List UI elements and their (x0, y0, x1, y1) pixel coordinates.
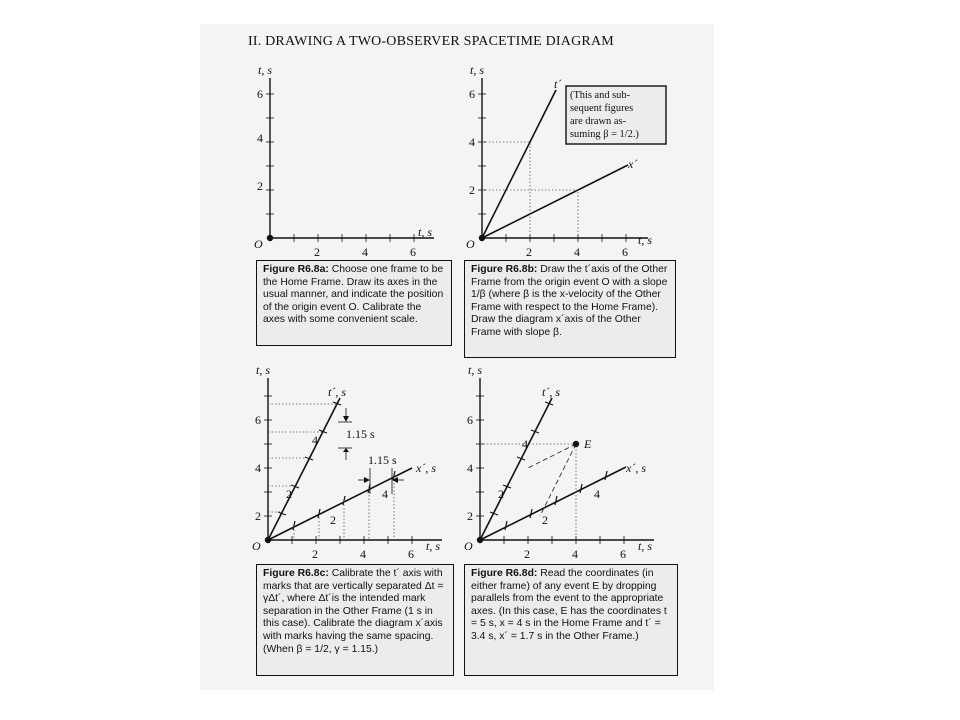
spacing-label-x: 1.15 s (368, 453, 397, 467)
t-axis-label: t, s (468, 364, 483, 377)
figure-d-caption (464, 564, 678, 676)
tick-label: 6 (255, 413, 261, 427)
x-axis-label: t, s (418, 225, 433, 239)
tick-label: 2 (469, 183, 475, 197)
svg-text:sequent figures: sequent figures (570, 103, 634, 114)
tick-label: 6 (620, 547, 626, 561)
svg-text:suming β = 1/2.): suming β = 1/2.) (570, 129, 639, 140)
tick-label: 6 (469, 87, 475, 101)
tick-label: 2 (255, 509, 261, 523)
tick-label: 2 (467, 509, 473, 523)
scanned-page (200, 24, 714, 690)
section-heading: II. DRAWING A TWO-OBSERVER SPACETIME DIAGRAM (248, 34, 614, 49)
origin-label: O (464, 539, 473, 553)
t-prime-axis-label: t´, s (542, 385, 560, 399)
tick-label: 4 (594, 487, 600, 501)
figure-b-diagram (458, 64, 688, 259)
caption-title: Figure R6.8d: (471, 568, 538, 579)
svg-text:(This and sub-: (This and sub- (570, 90, 631, 101)
tick-label: 2 (498, 487, 504, 501)
t-axis-label: t, s (256, 364, 271, 377)
tick-label: 4 (255, 461, 261, 475)
x-prime-axis-label: x´, s (626, 461, 646, 475)
tick-label: 6 (410, 245, 416, 259)
tick-label: 2 (257, 179, 263, 193)
caption-body: Choose one frame to be the Home Frame. Draw its axes in the usual manner, and indicate the position of the origin event O. Calibrate the axes with some convenient scale. (263, 264, 444, 326)
caption-body: Draw the t´axis of the Other Frame from the origin event O with a slope 1/β (where β is the x-velocity of the Other Frame with respect to the Home Frame). Draw the diagram x´axis of the Other Frame with slope β. (471, 264, 668, 338)
tick-label: 2 (526, 245, 532, 259)
tick-label: 4 (572, 547, 578, 561)
svg-text:are drawn as-: are drawn as- (570, 116, 626, 127)
tick-label: 2 (330, 513, 336, 527)
tick-label: 4 (360, 547, 366, 561)
figure-c-caption (256, 564, 454, 676)
origin-label: O (252, 539, 261, 553)
tick-label: 6 (467, 413, 473, 427)
t-prime-axis-label: t´ (554, 77, 562, 91)
caption-title: Figure R6.8c: (263, 568, 329, 579)
x-axis-label: t, s (638, 539, 653, 553)
x-axis-label: t, s (638, 233, 653, 247)
tick-label: 4 (312, 433, 318, 447)
tick-label: 6 (257, 87, 263, 101)
caption-title: Figure R6.8b: (471, 264, 538, 275)
figure-c-diagram (246, 364, 460, 564)
caption-title: Figure R6.8a: (263, 264, 329, 275)
tick-label: 2 (286, 487, 292, 501)
origin-label: O (254, 237, 263, 251)
event-label: E (584, 437, 592, 451)
figure-a-caption (256, 260, 452, 346)
caption-body: Read the coordinates (in either frame) of any event E by dropping parallels from the event to the appropriate axes. (In this case, E has the coordinates t = 5 s, x = 4 s in the Home Frame and t´ = 3.4 s, x´ = 1.7 s in the Other Frame.) (471, 568, 667, 642)
tick-label: 6 (622, 245, 628, 259)
tick-label: 2 (314, 245, 320, 259)
tick-label: 4 (574, 245, 580, 259)
tick-label: 4 (469, 135, 475, 149)
figure-d-diagram (458, 364, 688, 564)
figure-a-diagram (248, 64, 448, 259)
tick-label: 4 (467, 461, 473, 475)
tick-label: 4 (362, 245, 368, 259)
spacing-label-t: 1.15 s (346, 427, 375, 441)
tick-label: 4 (257, 131, 263, 145)
t-axis-label: t, s (470, 64, 485, 77)
tick-label: 2 (542, 513, 548, 527)
origin-label: O (466, 237, 475, 251)
t-prime-axis-label: t´, s (328, 385, 346, 399)
tick-label: 4 (522, 437, 528, 451)
tick-label: 4 (382, 487, 388, 501)
tick-label: 6 (408, 547, 414, 561)
x-prime-axis-label: x´ (628, 157, 638, 171)
x-axis-label: t, s (426, 539, 441, 553)
figure-b-caption (464, 260, 676, 358)
x-prime-axis-label: x´, s (416, 461, 436, 475)
tick-label: 2 (524, 547, 530, 561)
caption-body: Calibrate the t´ axis with marks that are vertically separated Δt = γΔt´, where Δt´is the intended mark separation in the Other Frame (1 s in this case). Calibrate the diagram x´axis with marks having the same spacing. (When β = 1/2, γ = 1.15.) (263, 568, 444, 655)
t-axis-label: t, s (258, 64, 273, 77)
tick-label: 2 (312, 547, 318, 561)
